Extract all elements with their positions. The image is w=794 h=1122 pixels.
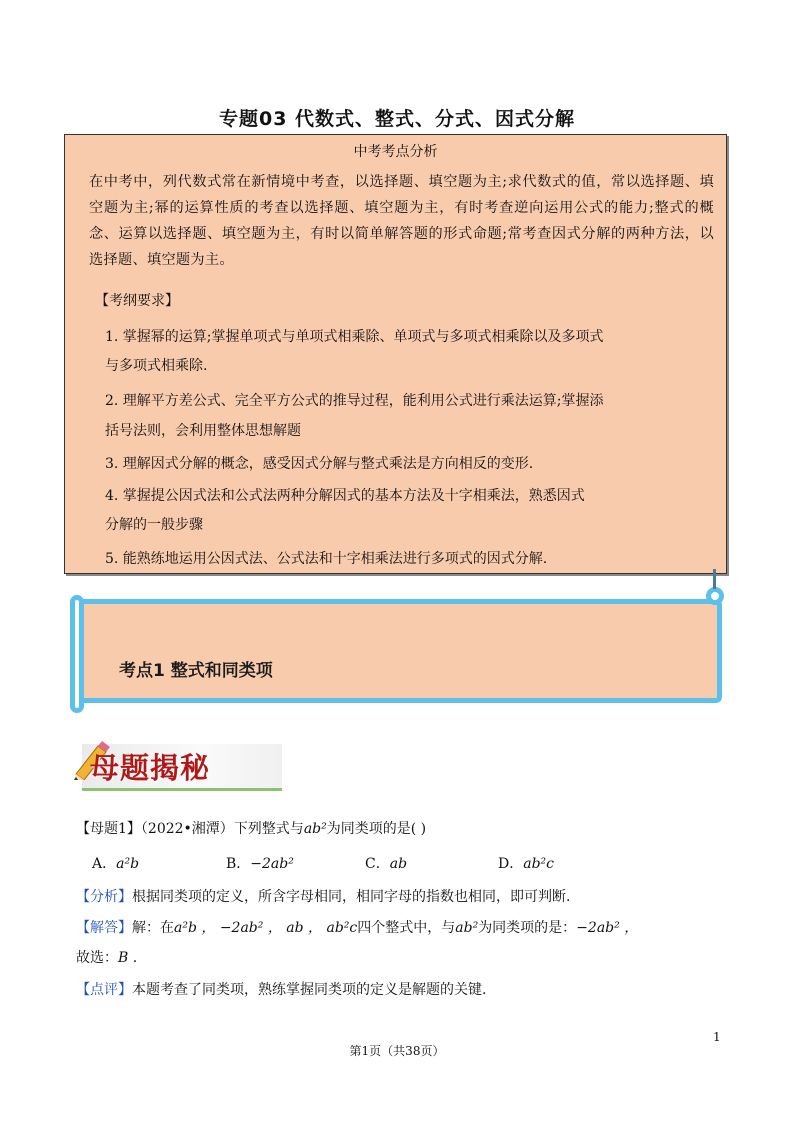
requirement-5: 5. 能熟练地运用公因式法、公式法和十字相乘法进行多项式的因式分解. — [105, 551, 548, 567]
option-a — [92, 853, 139, 873]
analysis-paragraph: 在中考中，列代数式常在新情境中考查，以选择题、填空题为主;求代数式的值，常以选择题、填空题为主;幂的运算性质的考查以选择题、填空题为主，有时考查逆向运用公式的能力;整式的概念、运算以选择题、填空题为主，有时以简单解答题的形式命题;常考查因式分解的两种方法，以选择题、填空题为主。 — [89, 174, 714, 268]
stem-term: ab² — [303, 821, 327, 837]
requirement-4-line-1: 4. 掌握提公因式法和公式法两种分解因式的基本方法及十字相乘法，熟悉因式 — [105, 488, 585, 504]
answer-term: ab² — [455, 920, 479, 936]
option-expr: ab — [389, 856, 408, 872]
answer-line — [76, 917, 638, 937]
page-number: 1 — [713, 1030, 721, 1044]
option-expr: a²b — [116, 856, 140, 872]
answer-tag: 【解答】 — [76, 920, 132, 936]
problem-source: （2022•湘潭） — [140, 821, 234, 837]
option-expr: ab²c — [523, 856, 554, 872]
answer-result: −2ab² ， — [576, 920, 639, 936]
requirements-heading: 【考纲要求】 — [95, 293, 179, 309]
requirement-3: 3. 理解因式分解的概念，感受因式分解与整式乘法是方向相反的变形. — [105, 456, 534, 472]
problem-tag: 【母题1】 — [76, 821, 141, 837]
scroll-top-curl — [706, 587, 724, 605]
requirement-1-line-1: 1. 掌握幂的运算;掌握单项式与单项式相乘除、单项式与多项式相乘除以及多项式 — [105, 329, 604, 345]
requirement-1-line-2: 与多项式相乘除. — [105, 358, 208, 374]
analysis-heading: 中考考点分析 — [353, 144, 438, 160]
answer-text: 为同类项的是： — [478, 920, 577, 936]
option-b — [226, 853, 294, 873]
choice-end: . — [128, 950, 138, 966]
analysis-line — [76, 886, 570, 906]
document-title: 专题03 代数式、整式、分式、因式分解 — [218, 108, 576, 130]
banner-title: 母题揭秘 — [90, 751, 211, 785]
option-c — [365, 853, 407, 873]
section-label: 考点1 整式和同类项 — [119, 661, 273, 681]
choice-line — [76, 947, 137, 967]
requirement-2-line-2: 括号法则，会利用整体思想解题 — [105, 423, 301, 439]
option-letter: B． — [226, 856, 251, 872]
page-footer: 第1页（共38页） — [349, 1044, 445, 1058]
scroll-left-roll — [70, 595, 84, 713]
requirement-4-line-2: 分解的一般步骤 — [105, 517, 203, 533]
option-expr: −2ab² — [250, 856, 294, 872]
mother-problem-banner — [78, 740, 283, 790]
answer-terms: a²b ， −2ab² ， ab ， ab²c — [174, 920, 358, 936]
choice-label: 故选： — [76, 950, 118, 966]
section-scroll-banner — [64, 587, 732, 717]
problem-stem-text: 下列整式与 — [233, 821, 304, 837]
comment-line — [76, 979, 486, 999]
requirement-2-line-1: 2. 理解平方差公式、完全平方公式的推导过程，能利用公式进行乘法运算;掌握添 — [105, 393, 604, 409]
problem-stem — [76, 818, 426, 838]
scroll-body — [76, 599, 722, 703]
analysis-tag: 【分析】 — [76, 889, 132, 905]
option-d — [498, 853, 554, 873]
exam-analysis-box — [64, 134, 727, 574]
option-letter: A． — [92, 856, 117, 872]
choice-value: B — [118, 950, 129, 966]
problem-stem-end: 为同类项的是( ) — [326, 821, 427, 837]
option-letter: C． — [365, 856, 390, 872]
option-letter: D． — [498, 856, 524, 872]
answer-text: 解：在 — [132, 920, 174, 936]
comment-tag: 【点评】 — [76, 982, 132, 998]
scroll-hanger — [713, 569, 716, 589]
comment-text: 本题考查了同类项，熟练掌握同类项的定义是解题的关键. — [132, 982, 487, 998]
answer-text: 四个整式中，与 — [357, 920, 456, 936]
analysis-text: 根据同类项的定义，所含字母相同，相同字母的指数也相同，即可判断. — [132, 889, 571, 905]
